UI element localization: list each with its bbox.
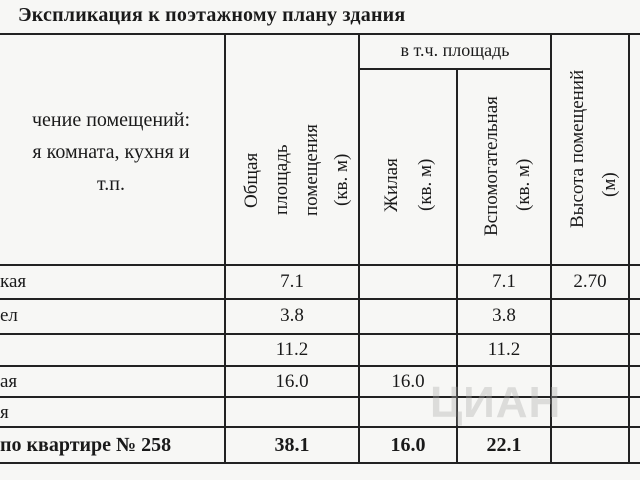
purpose-header-line: чение помещений: [31,109,191,131]
height-header-line: Высота помещений [567,69,588,229]
total-row-total: 38.1 [274,434,310,456]
watermark: ЦИАН [430,378,562,427]
total-row-name: по квартире № 258 [0,434,172,456]
row-name: кая [0,271,27,292]
height-header-line: (м) [599,172,620,198]
row-aux: 7.1 [492,271,516,292]
incl-area-header: в т.ч. площадь [400,40,510,60]
row-total: 11.2 [275,339,309,360]
total-area-header-line: помещения [301,124,322,216]
table-border [0,33,640,35]
row-name: я [0,402,9,423]
row-aux: 11.2 [487,339,521,360]
total-area-header-line: (кв. м) [331,153,352,207]
total-area-header-line: площадь [271,144,292,216]
total-area-header-line: Общая [241,152,262,208]
row-total: 16.0 [275,371,309,392]
purpose-header-line: я комната, кухня и [32,141,190,163]
row-living: 16.0 [391,371,425,392]
row-total: 3.8 [280,305,304,326]
table-border [628,33,630,463]
row-name: ая [0,371,18,392]
table-border [0,264,640,266]
table-border [358,33,360,463]
row-aux: 3.8 [492,305,516,326]
living-header-line: (кв. м) [415,158,436,212]
total-row-aux: 22.1 [486,434,522,456]
table-border [0,365,640,367]
table-border [0,333,640,335]
living-header-line: Жилая [381,158,402,212]
table-border [0,298,640,300]
table-border [0,462,640,464]
row-height: 2.70 [573,271,607,292]
row-total: 7.1 [280,271,304,292]
table-border [224,33,226,463]
aux-header-line: (кв. м) [513,158,534,212]
purpose-header-line: т.п. [97,173,125,195]
total-row-living: 16.0 [390,434,426,456]
row-name: ел [0,305,18,326]
purpose-header [0,104,222,200]
document-title: Экспликация к поэтажному плану здания [18,4,406,26]
aux-header-line: Вспомогательная [481,96,502,236]
